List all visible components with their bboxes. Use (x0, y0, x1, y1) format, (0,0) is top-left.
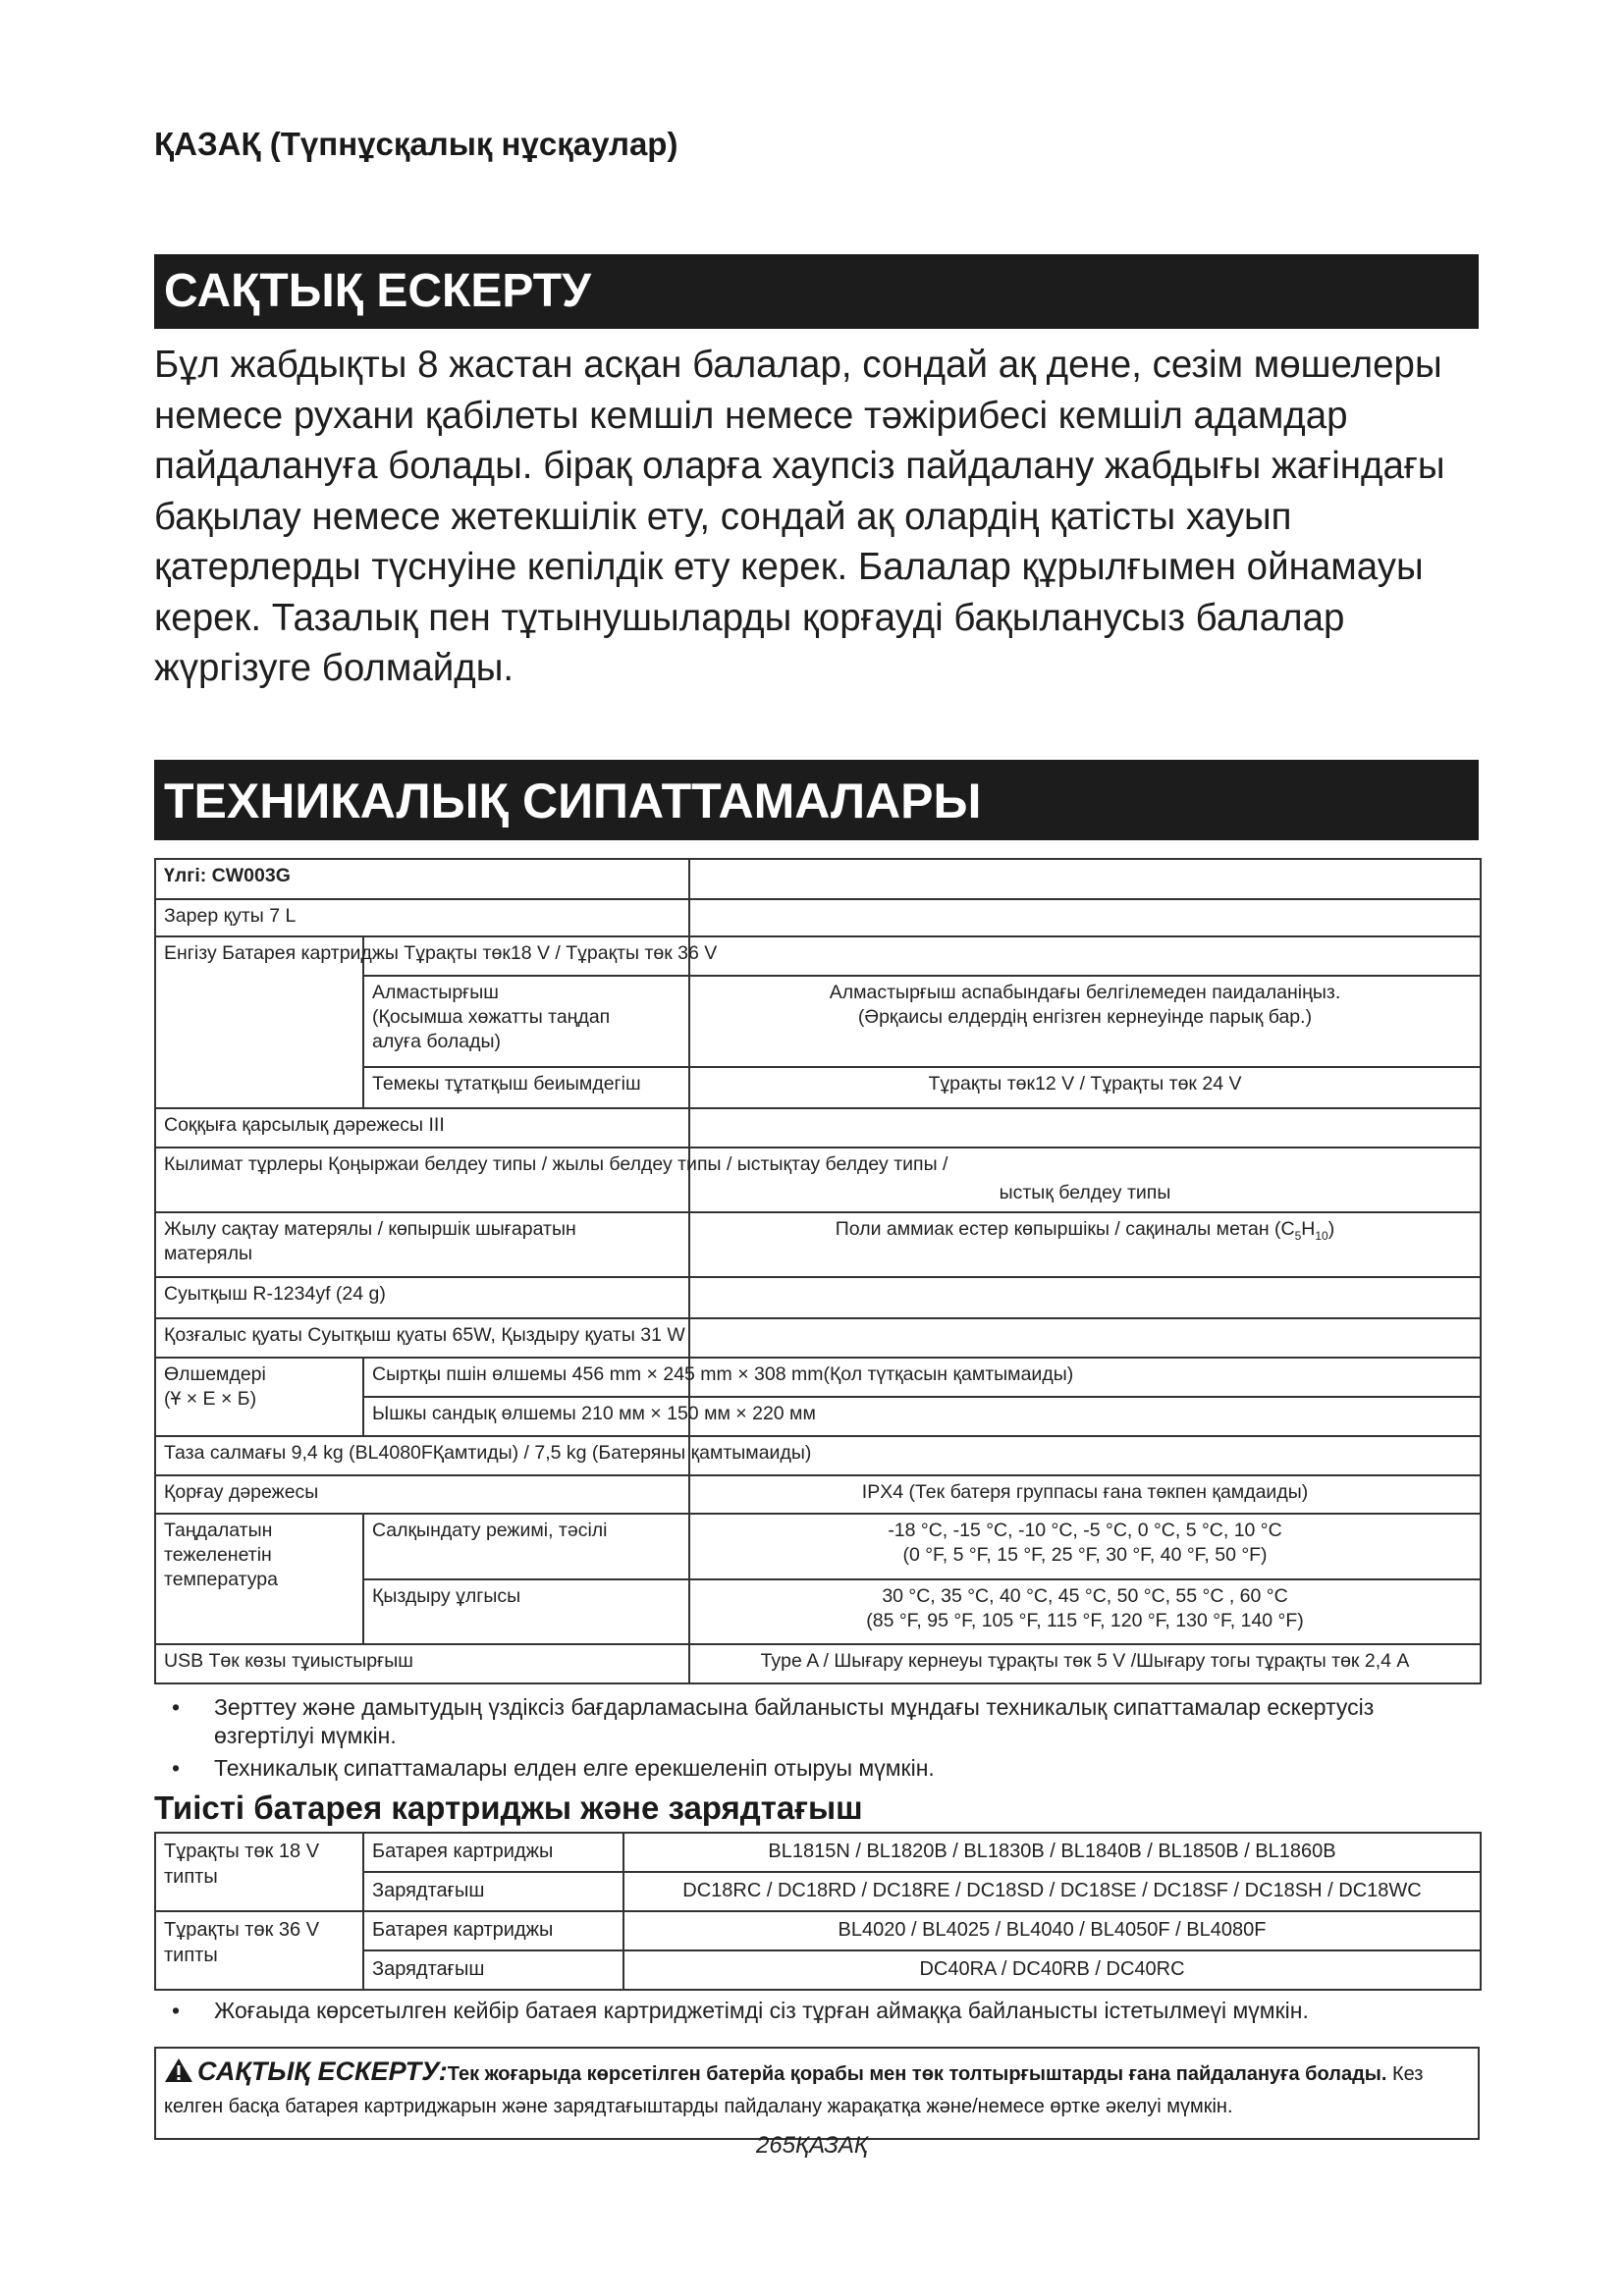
temperature-label-cell: Таңдалатын тежеленетін температура (155, 1514, 363, 1644)
table-row (155, 1911, 1481, 1950)
insulation-label-cell: Жылу сақтау матерялы / көпыршік шығаратын матерялы (155, 1212, 689, 1277)
charger-type-cell: Зарядтағыш (363, 1950, 623, 1990)
battery-type-cell: Батарея картриджы (363, 1911, 623, 1950)
table-row (155, 1277, 1481, 1318)
insulation-h: H (1301, 1218, 1316, 1240)
usb-value-cell: Type A / Шығару кернеуы тұрақты төк 5 V /Шығару тогы тұрақты төк 2,4 A (689, 1644, 1481, 1683)
adapter-label-cell: Алмастырғыш (Қосымша хөжатты таңдап алуға болады) (363, 976, 689, 1067)
table-row (155, 1644, 1481, 1683)
page-number: 265ҚАЗАҚ (755, 2132, 869, 2159)
input-label-cell: Енгізу Батарея картриджы Тұрақты төк18 V / Тұрақты төк 36 V (155, 936, 363, 1108)
table-row (155, 1475, 1481, 1514)
spec-note: • Зерттеу және дамытудың үздіксіз бағдарламасына байланысты мұндағы техникалық сипаттамалар ескертусіз өзгертілуі мүмкін. (154, 1693, 1480, 1750)
refrigerant-cell: Суытқыш R-1234yf (24 g) (155, 1277, 689, 1318)
battery-heading: Тиісті батарея картриджы және зарядтағыш (154, 1789, 863, 1826)
warning-bold-text: Тек жоғарыда көрсетілген батерйа қорабы мен төк толтырғыштарды ғана пайдалануға болады. (447, 2063, 1387, 2085)
outer-dims-cell: Сыртқы пшін өлшемы 456 mm × 245 mm × 308 mm(Қол түтқасын қамтымаиды) (363, 1358, 689, 1397)
dimensions-label-cell: Өлшемдері (Ұ × Е × Б) (155, 1358, 363, 1436)
empty-cell (689, 1277, 1481, 1318)
climate-tail-cell: ыстық белдеу типы (689, 1148, 1481, 1212)
insulation-value: Поли аммиак естер көпыршікы / сақиналы метан (C (835, 1218, 1295, 1240)
cooling-label-cell: Салқындату режимі, тәсілі (363, 1514, 689, 1579)
empty-cell (689, 859, 1481, 899)
battery-notes (154, 1997, 1480, 2025)
table-row (155, 1358, 1481, 1397)
specs-heading: ТЕХНИКАЛЫҚ СИПАТТАМАЛАРЫ (154, 760, 1479, 840)
cigarette-value-cell: Тұрақты төк12 V / Тұрақты төк 24 V (689, 1067, 1481, 1108)
table-row (155, 859, 1481, 899)
insulation-value-cell (689, 1212, 1481, 1277)
charger-value-cell: DC40RA / DC40RB / DC40RC (623, 1950, 1481, 1990)
heating-label-cell: Қыздыру ұлгысы (363, 1579, 689, 1644)
battery-table (154, 1832, 1482, 1991)
battery-value-cell: BL1815N / BL1820B / BL1830B / BL1840B / BL1850B / BL1860B (623, 1833, 1481, 1872)
language-title: ҚАЗАҚ (Түпнұсқалық нұсқаулар) (154, 126, 678, 162)
insulation-close: ) (1327, 1218, 1335, 1240)
table-row (155, 1212, 1481, 1277)
warning-text: Кез келген басқа батарея картриджарын және зарядтағыштарды пайдалану жарақатқа және/немесе өртке әкелуі мүмкін. (164, 2063, 1424, 2117)
shock-class-cell: Соққыға қарсылық дәрежесы III (155, 1108, 689, 1148)
battery-value-cell: BL4020 / BL4025 / BL4040 / BL4050F / BL4080F (623, 1911, 1481, 1950)
warning-title: САҚТЫҚ ЕСКЕРТУ: (197, 2056, 448, 2086)
table-row (155, 1148, 1481, 1212)
usb-label-cell: USB Төк көзы тұиыстырғыш (155, 1644, 689, 1683)
motor-power-cell: Қозғалыс қуаты Суытқыш қуаты 65W, Қыздыру қуаты 31 W (155, 1318, 689, 1358)
battery-type-cell: Батарея картриджы (363, 1833, 623, 1872)
safety-paragraph: Бұл жабдықты 8 жастан асқан балалар, сондай ақ дене, сезім мөшелеры немесе рухани қабілеты кемшіл немесе тәжірибесі кемшіл адамдар пайдалануға болады. бірақ оларға хаупсіз пайдалану жабдығы жағіндағы бақылау немесе жетекшілік ету, сондай ақ олардің қатісты хауып қатерлерды түснуіне кепілдік ету керек. Балалар құрылғымен ойнамауы керек. Тазалық пен тұтынушыларды қорғауді бақыланусыз балалар жүргізуге болмайды. (154, 344, 1445, 689)
safety-heading: САҚТЫҚ ЕСКЕРТУ (154, 254, 1479, 329)
empty-cell (689, 936, 1481, 976)
warning-icon (164, 2057, 193, 2092)
table-row (155, 899, 1481, 936)
warning-box (154, 2047, 1480, 2140)
net-weight-cell: Таза салмағы 9,4 kg (BL4080FҚамтиды) / 7,5 kg (Батеряны қамтымаиды) (155, 1436, 689, 1475)
charger-value-cell: DC18RC / DC18RD / DC18RE / DC18SD / DC18SE / DC18SF / DC18SH / DC18WC (623, 1872, 1481, 1911)
empty-cell (689, 1108, 1481, 1148)
heating-value-cell: 30 °C, 35 °C, 40 °C, 45 °C, 50 °C, 55 °C , 60 °C (85 °F, 95 °F, 105 °F, 115 °F, 120 °F, 130 °F, 140 °F) (689, 1579, 1481, 1644)
table-row (155, 1436, 1481, 1475)
specs-table (154, 858, 1482, 1684)
model-cell: Үлгі: CW003G (155, 859, 689, 899)
spec-notes (154, 1693, 1480, 1783)
cigarette-label-cell: Темекы тұтатқыш беиымдегіш (363, 1067, 689, 1108)
climate-label-cell: Кылимат тұрлеры Қоңыржаи белдеу типы / жылы белдеу типы / ыстықтау белдеу типы / (155, 1148, 689, 1212)
cooling-value-cell: -18 °C, -15 °C, -10 °C, -5 °C, 0 °C, 5 °C, 10 °C (0 °F, 5 °F, 15 °F, 25 °F, 30 °F, 40 °F, 50 °F) (689, 1514, 1481, 1579)
insulation-sub10: 10 (1315, 1228, 1328, 1243)
table-row (155, 1108, 1481, 1148)
empty-cell (689, 899, 1481, 936)
spec-note: • Техникалық сипаттамалары елден елге ерекшеленіп отыруы мүмкін. (154, 1754, 1480, 1783)
insulation-sub5: 5 (1294, 1228, 1302, 1243)
battery-group-cell: Тұрақты төк 36 V типты (155, 1911, 363, 1990)
table-row (155, 1833, 1481, 1872)
capacity-cell: Зарер қуты 7 L (155, 899, 689, 936)
table-row (155, 936, 1481, 976)
inner-dims-cell: Ышкы сандық өлшемы 210 мм × 150 мм × 220 мм (363, 1397, 689, 1436)
charger-type-cell: Зарядтағыш (363, 1872, 623, 1911)
empty-cell (689, 1318, 1481, 1358)
table-row (155, 1514, 1481, 1579)
battery-group-cell: Тұрақты төк 18 V типты (155, 1833, 363, 1911)
protection-label-cell: Қорғау дәрежесы (155, 1475, 689, 1514)
adapter-value-cell: Алмастырғыш аспабындағы белгілемеден паидаланіңыз. (Әрқаисы елдердің енгізген кернеуінде парық бар.) (689, 976, 1481, 1067)
battery-note: • Жоғаыда көрсетылген кейбір батаея картриджетімді сіз тұрған аймаққа байланысты істетылмеүі мүмкін. (154, 1997, 1480, 2025)
protection-value-cell: IPX4 (Тек батеря группасы ғана төкпен қамдаиды) (689, 1475, 1481, 1514)
table-row (155, 1318, 1481, 1358)
